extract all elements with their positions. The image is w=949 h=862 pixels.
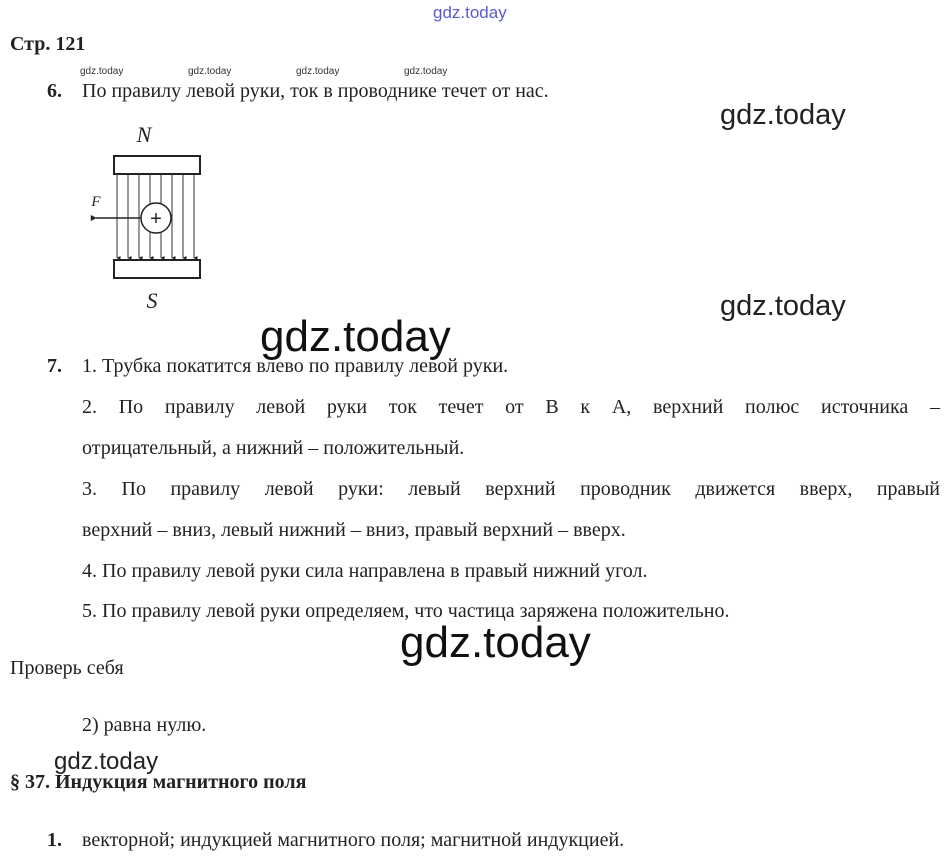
item7-p5: 5. По правилу левой руки определяем, что частица заряжена положительно. [82, 600, 730, 622]
label-n: N [136, 122, 152, 147]
label-f: F [91, 194, 101, 210]
watermark-right-1: gdz.today [720, 99, 846, 131]
item7-number: 7. [47, 355, 62, 377]
section-item1-text: векторной; индукцией магнитного поля; магнитной индукцией. [82, 829, 625, 851]
watermark-small-4: gdz.today [404, 66, 448, 77]
watermark-top: gdz.today [433, 3, 507, 22]
item7-p3-line2: верхний – вниз, левый нижний – вниз, правый верхний – вверх. [82, 519, 626, 541]
item7-p2-line1: 2. По правилу левой руки ток течет от В к А, верхний полюс источника – [82, 396, 940, 418]
item7-p3-line1: 3. По правилу левой руки: левый верхний проводник движется вверх, правый [82, 478, 940, 500]
item7-p4: 4. По правилу левой руки сила направлена в правый нижний угол. [82, 560, 648, 582]
conductor-symbol: + [150, 208, 162, 230]
item7-p1: 1. Трубка покатится влево по правилу левой руки. [82, 355, 509, 377]
label-s: S [146, 288, 158, 313]
section-heading: § 37. Индукция магнитного поля [10, 771, 307, 793]
section-item1-number: 1. [47, 829, 62, 851]
watermark-small-1: gdz.today [80, 66, 124, 77]
watermark-small-2: gdz.today [188, 66, 232, 77]
watermark-center-1: gdz.today [260, 312, 451, 361]
item6-text: По правилу левой руки, ток в проводнике течет от нас. [82, 80, 549, 102]
north-pole [114, 156, 200, 174]
page-heading: Стр. 121 [10, 33, 86, 55]
watermark-right-2: gdz.today [720, 290, 846, 322]
south-pole [114, 260, 200, 278]
magnet-diagram [80, 118, 210, 318]
item7-p2-line2: отрицательный, а нижний – положительный. [82, 437, 465, 459]
item6-number: 6. [47, 80, 62, 102]
watermark-left: gdz.today [54, 748, 159, 775]
check-answer: 2) равна нулю. [82, 714, 207, 736]
check-heading: Проверь себя [10, 657, 124, 679]
watermark-small-3: gdz.today [296, 66, 340, 77]
watermark-center-2: gdz.today [400, 618, 591, 667]
